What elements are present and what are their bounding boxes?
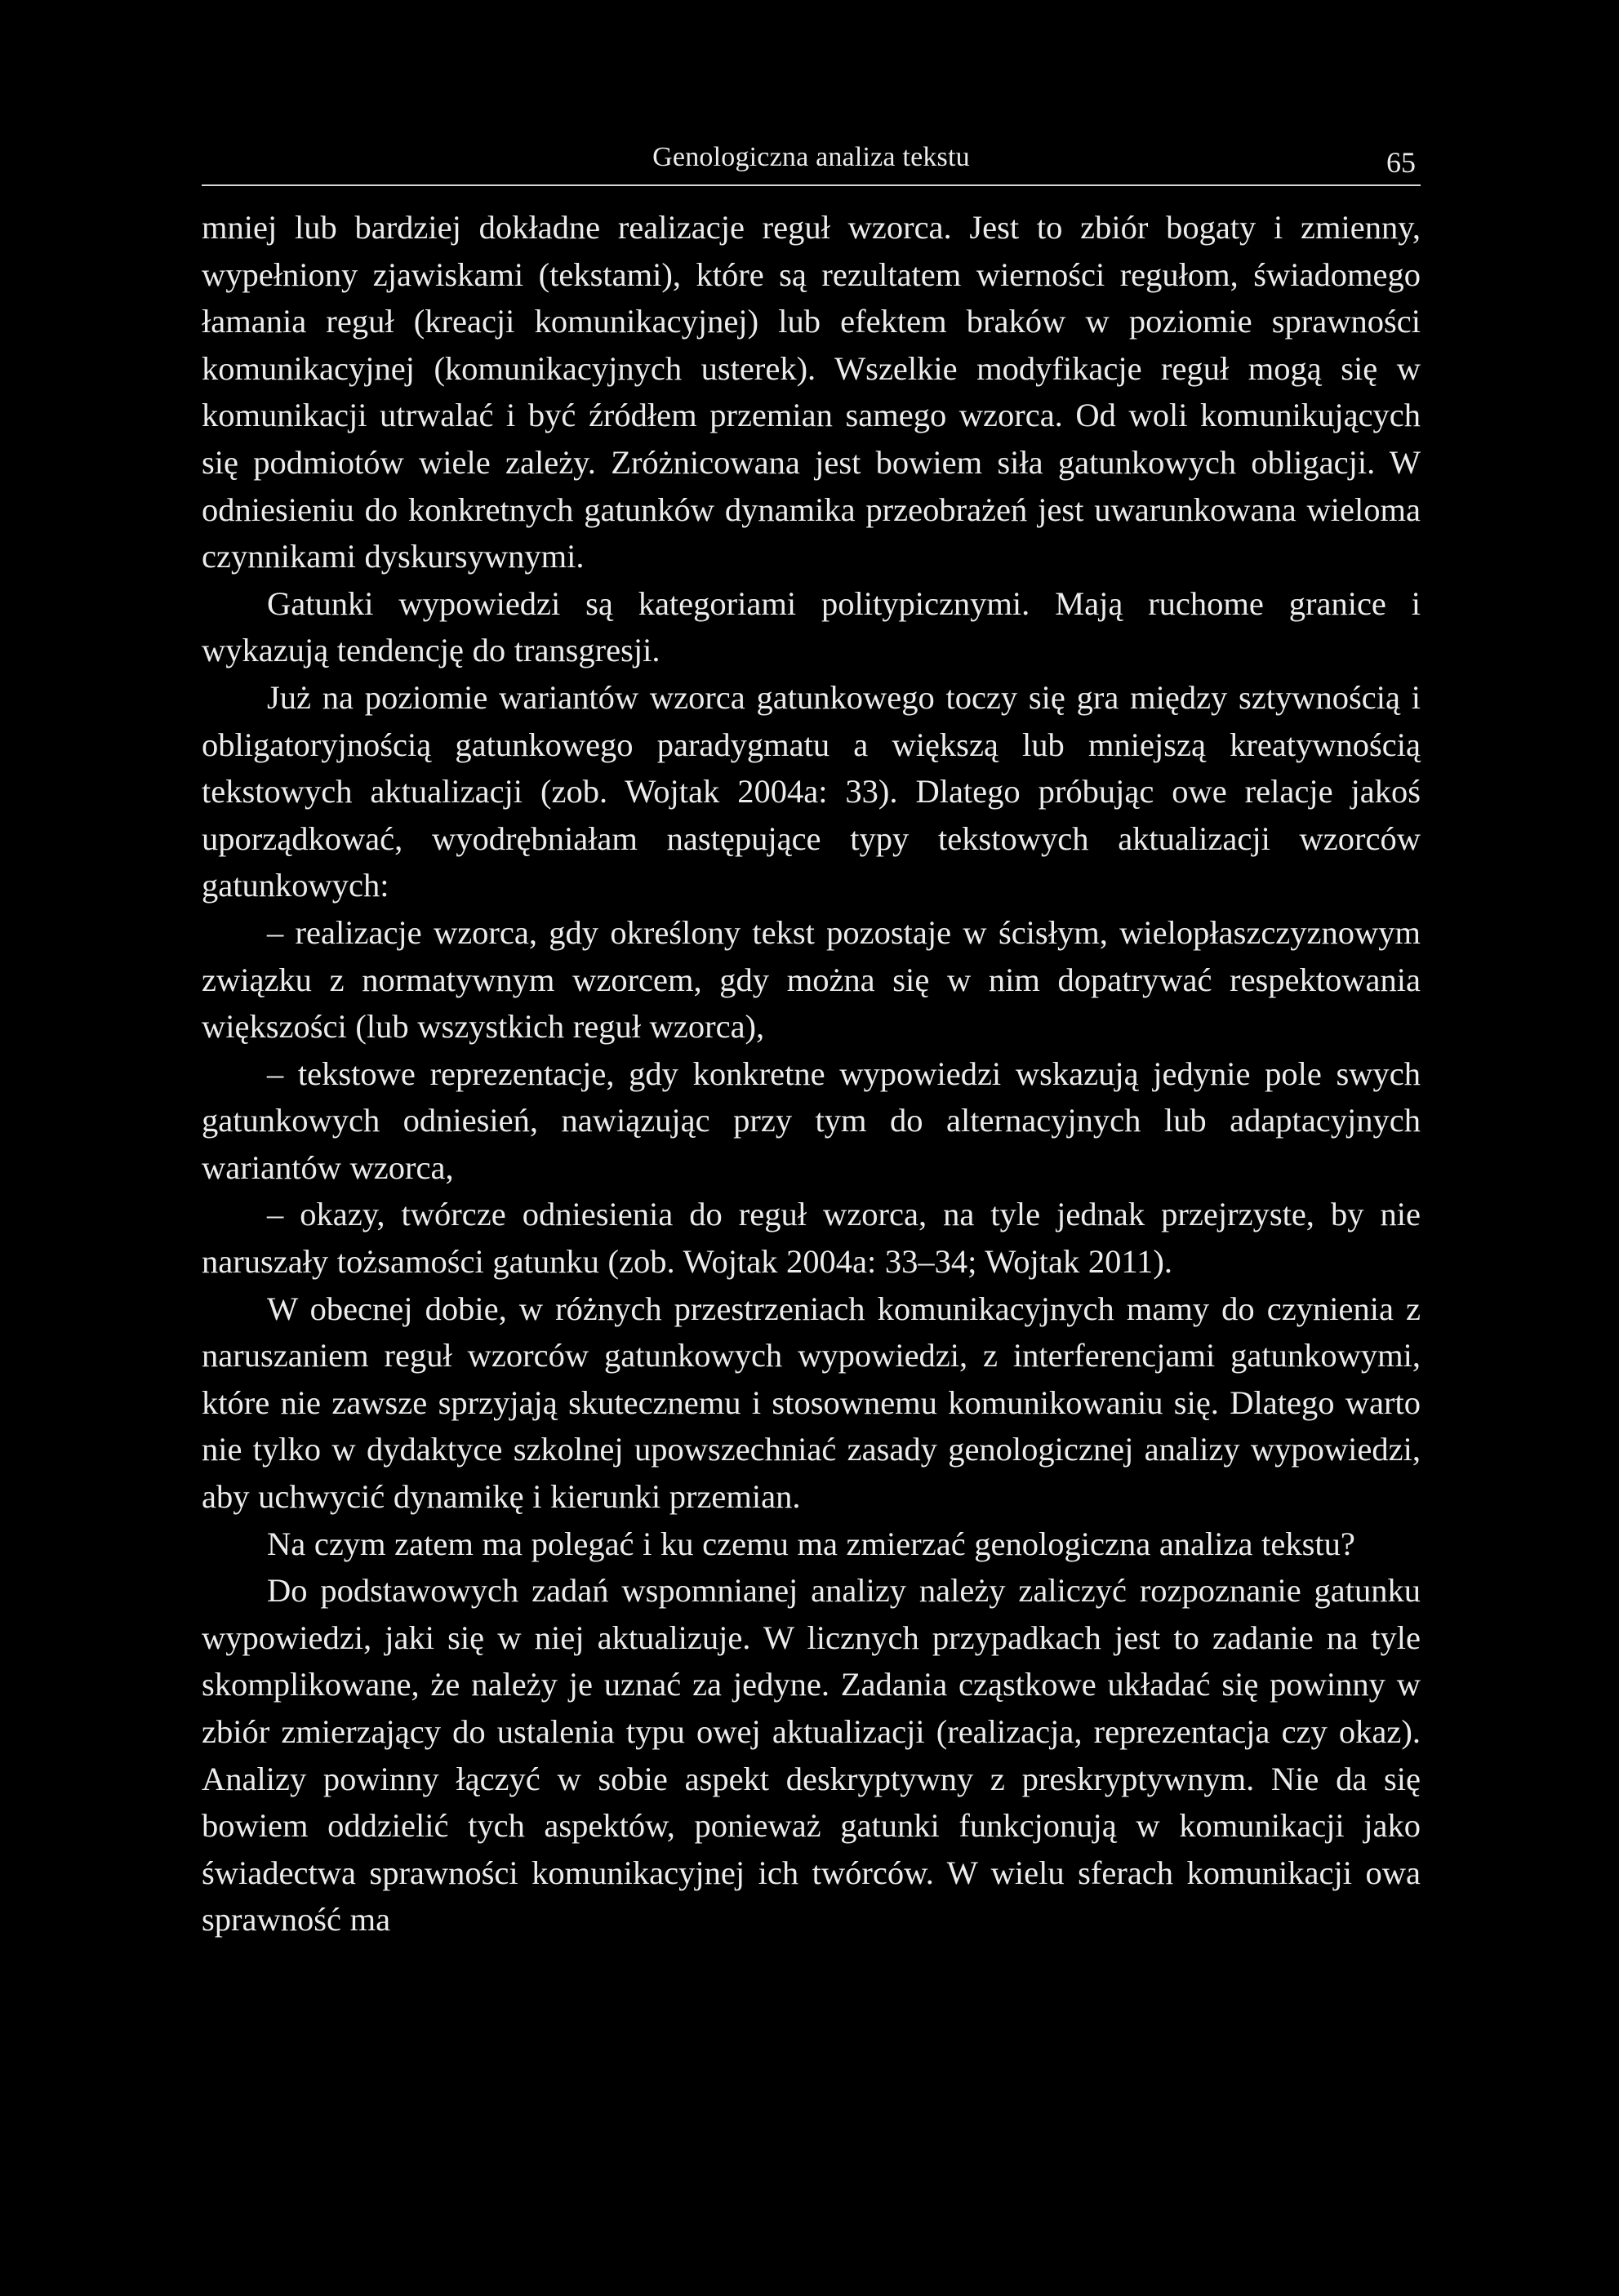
paragraph: Na czym zatem ma polegać i ku czemu ma zmierzać genologiczna analiza tekstu?: [267, 1525, 1355, 1562]
paragraph: Już na poziomie wariantów wzorca gatunkowego toczy się gra między sztywnością i obligatoryjnością gatunkowego paradygmatu a większą lub mniejszą kreatywnością tekstowych aktualizacji (zob. Wojtak 2004a: 33). Dlatego próbując owe relacje jakoś uporządkować, wyodrębniałam następujące typy tekstowych aktualizacji wzorców gatunkowych:: [202, 678, 1421, 904]
paragraph: Gatunki wypowiedzi są kategoriami politypicznymi. Mają ruchome granice i wykazują tendencję do transgresji.: [202, 584, 1421, 669]
running-header: [202, 139, 1421, 186]
running-title: Genologiczna analiza tekstu: [652, 142, 970, 172]
paragraph: Do podstawowych zadań wspomnianej analizy należy zaliczyć rozpoznanie gatunku wypowiedzi, jaki się w niej aktualizuje. W licznych przypadkach jest to zadanie na tyle skomplikowane, że należy je uznać za jedyne. Zadania cząstkowe układać się powinny w zbiór zmierzający do ustalenia typu owej aktualizacji (realizacja, reprezentacja czy okaz). Analizy powinny łączyć w sobie aspekt deskryptywny z preskryptywnym. Nie da się bowiem oddzielić tych aspektów, ponieważ gatunki funkcjonują w komunikacji jako świadectwa sprawności komunikacyjnej ich twórców. W wielu sferach komunikacji owa sprawność ma: [202, 1572, 1421, 1938]
paragraph: W obecnej dobie, w różnych przestrzeniach komunikacyjnych mamy do czynienia z naruszaniem reguł wzorców gatunkowych wypowiedzi, z interferencjami gatunkowymi, które nie zawsze sprzyjają skutecznemu i stosownemu komunikowaniu się. Dlatego warto nie tylko w dydaktyce szkolnej upowszechniać zasady genologicznej analizy wypowiedzi, aby uchwycić dynamikę i kierunki przemian.: [202, 1290, 1421, 1516]
page-number: 65: [1386, 146, 1416, 179]
paragraph-continued: mniej lub bardziej dokładne realizacje reguł wzorca. Jest to zbiór bogaty i zmienny, wypełniony zjawiskami (tekstami), które są rezultatem wierności regułom, świadomego łamania reguł (kreacji komunikacyjnej) lub efektem braków w poziomie sprawności komunikacyjnej (komunikacyjnych usterek). Wszelkie modyfikacje reguł mogą się w komunikacji utrwalać i być źródłem przemian samego wzorca. Od woli komunikujących się podmiotów wiele zależy. Zróżnicowana jest bowiem siła gatunkowych obligacji. W odniesieniu do konkretnych gatunków dynamika przeobrażeń jest uwarunkowana wieloma czynnikami dyskursywnymi.: [202, 209, 1421, 575]
body-text: [202, 204, 1421, 1943]
book-page: [202, 139, 1421, 1943]
list-item: – okazy, twórcze odniesienia do reguł wzorca, na tyle jednak przejrzyste, by nie naruszały tożsamości gatunku (zob. Wojtak 2004a: 33–34; Wojtak 2011).: [202, 1196, 1421, 1281]
list-item: – tekstowe reprezentacje, gdy konkretne wypowiedzi wskazują jedynie pole swych gatunkowych odniesień, nawiązując przy tym do alternacyjnych lub adaptacyjnych wariantów wzorca,: [202, 1055, 1421, 1186]
list-item: – realizacje wzorca, gdy określony tekst pozostaje w ścisłym, wielopłaszczyznowym związku z normatywnym wzorcem, gdy można się w nim dopatrywać respektowania większości (lub wszystkich reguł wzorca),: [202, 913, 1421, 1046]
